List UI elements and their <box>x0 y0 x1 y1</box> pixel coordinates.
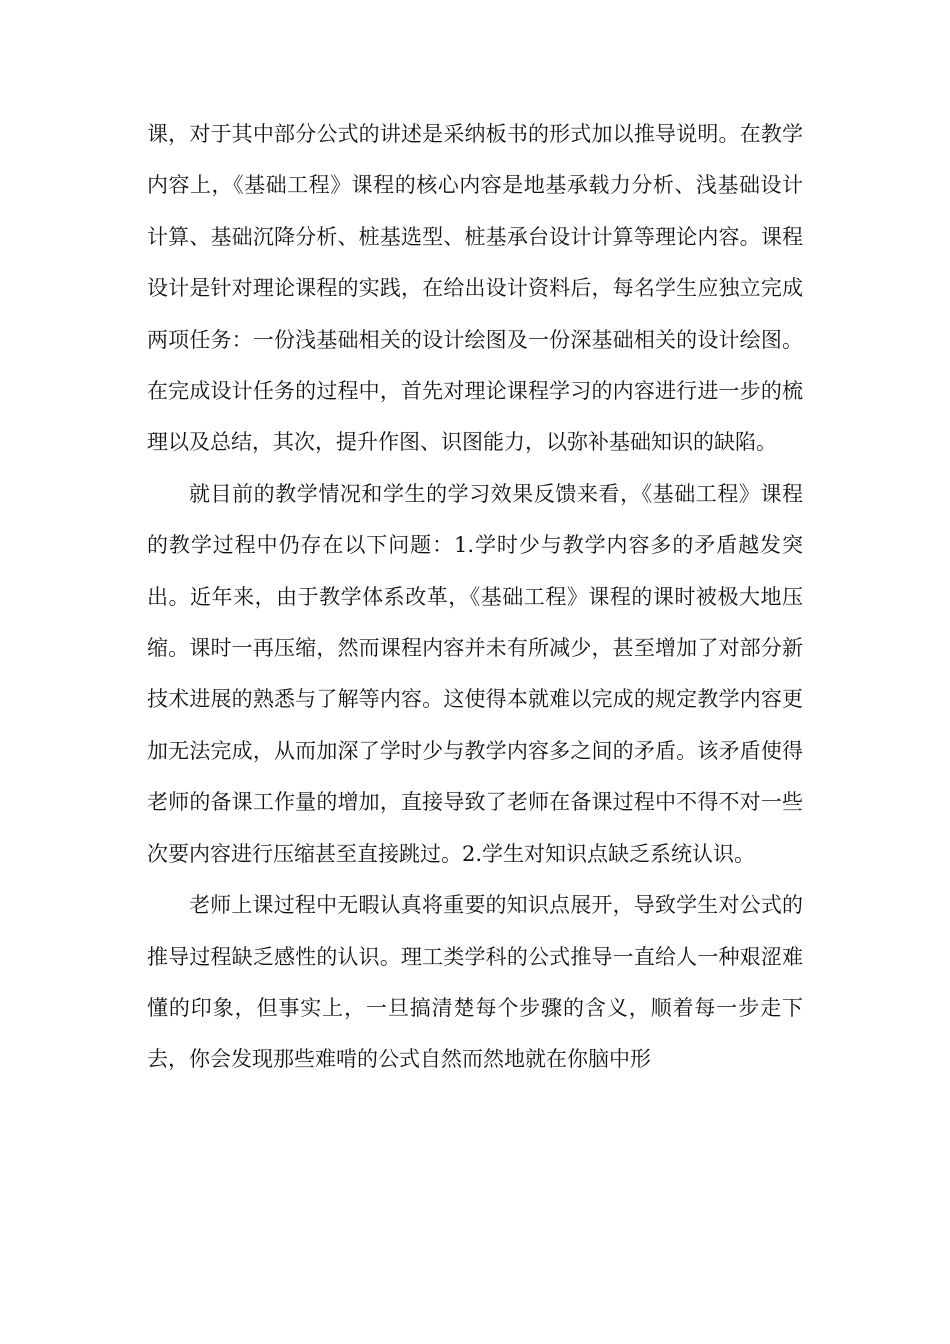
paragraph-1: 课，对于其中部分公式的讲述是采纳板书的形式加以推导说明。在教学内容上，《基础工程》课程的核心内容是地基承载力分析、浅基础设计计算、基础沉降分析、桩基选型、桩基承台设计计算等理论内容。课程设计是针对理论课程的实践，在给出设计资料后，每名学生应独立完成两项任务：一份浅基础相关的设计绘图及一份深基础相关的设计绘图。在完成设计任务的过程中，首先对理论课程学习的内容进行进一步的梳理以及总结，其次，提升作图、识图能力，以弥补基础知识的缺陷。 <box>147 122 803 455</box>
paragraph-2: 就目前的教学情况和学生的学习效果反馈来看，《基础工程》课程的教学过程中仍存在以下问题：1.学时少与教学内容多的矛盾越发突出。近年来，由于教学体系改革，《基础工程》课程的课时被极大地压缩。课时一再压缩，然而课程内容并未有所减少，甚至增加了对部分新技术进展的熟悉与了解等内容。这使得本就难以完成的规定教学内容更加无法完成，从而加深了学时少与教学内容多之间的矛盾。该矛盾使得老师的备课工作量的增加，直接导致了老师在备课过程中不得不对一些次要内容进行压缩甚至直接跳过。2.学生对知识点缺乏系统认识。 <box>147 481 803 866</box>
paragraph-3: 老师上课过程中无暇认真将重要的知识点展开，导致学生对公式的推导过程缺乏感性的认识。理工类学科的公式推导一直给人一种艰涩难懂的印象，但事实上，一旦搞清楚每个步骤的含义，顺着每一步走下去，你会发现那些难啃的公式自然而然地就在你脑中形 <box>147 893 803 1072</box>
document-body <box>147 109 803 1086</box>
